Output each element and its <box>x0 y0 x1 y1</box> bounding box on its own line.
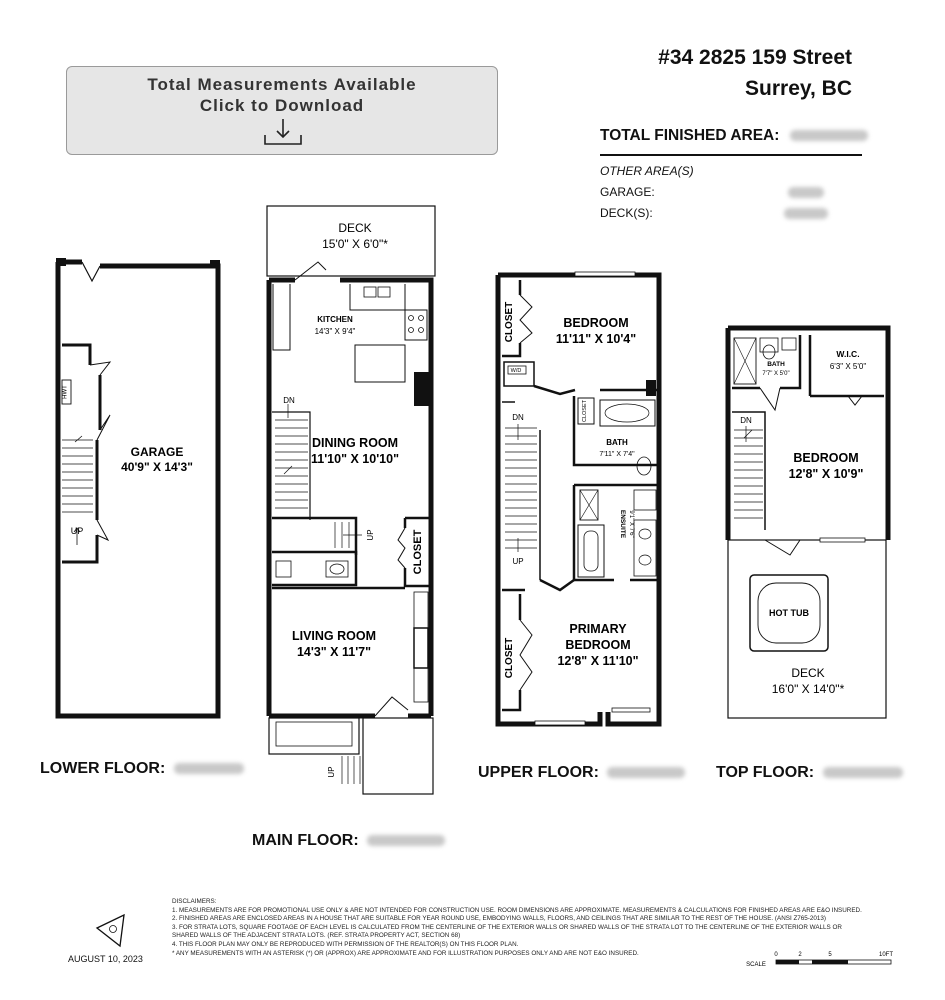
top-floor-plan <box>728 328 888 718</box>
lower-floor-row <box>40 760 244 778</box>
download-title: Total Measurements Available <box>147 75 417 94</box>
disclaimer-2: 2. FINISHED AREAS ARE ENCLOSED AREAS IN A HOUSE THAT ARE SUITABLE FOR YEAR ROUND USE, EMBODYING WALLS, FLOORS, AND CEILINGS THAT ARE SIMILAR TO THE REST OF THE HOUSE. (ANSI Z765-2013) <box>172 915 826 923</box>
wic-dim: 6'3" X 5'0" <box>829 362 867 371</box>
blurred-main-value <box>367 835 445 846</box>
deck-area-label: DECK(S): <box>600 206 653 220</box>
main-floor-plan <box>267 206 435 794</box>
scale-label: SCALE <box>746 962 766 968</box>
garage-room-dim: 40'9" X 14'3" <box>121 460 193 474</box>
main-up-label: UP <box>366 529 375 541</box>
kitchen-dim: 14'3" X 9'4" <box>314 327 356 336</box>
top-floor-label: TOP FLOOR: <box>716 764 815 781</box>
main-deck-dim: 15'0" X 6'0"* <box>322 237 388 251</box>
scale-tick-10: 10FT <box>878 952 894 958</box>
garage-room-name: GARAGE <box>130 445 184 459</box>
top-bedroom-dim: 12'8" X 10'9" <box>788 467 864 481</box>
top-bedroom-name: BEDROOM <box>793 451 859 465</box>
disclaimer-3: 3. FOR STRATA LOTS, SQUARE FOOTAGE OF EACH LEVEL IS CALCULATED FROM THE CENTERLINE OF THE EXTERIOR WALLS OR SHARED WALLS OF THE STRATA LOT TO THE CENTERLINE OF THE EXTERIOR WALLS OR <box>172 923 842 931</box>
blurred-upper-value <box>607 767 685 778</box>
upper-closet-top: CLOSET <box>504 301 515 343</box>
hot-tub-label: HOT TUB <box>769 608 809 618</box>
top-bath-dim: 7'7" X 5'0" <box>762 371 790 377</box>
upper-floor-label: UPPER FLOOR: <box>478 764 599 781</box>
total-finished-area-label: TOTAL FINISHED AREA: <box>600 127 780 144</box>
disclaimer-1: 1. MEASUREMENTS ARE FOR PROMOTIONAL USE ONLY & ARE NOT INTENDED FOR CONSTRUCTION USE. ROOM DIMENSIONS ARE APPROXIMATE. MEASUREMENTS & CALCULATIONS FOR FINISHED AREAS ARE E&O INSURED. <box>172 906 862 914</box>
dining-room-name: DINING ROOM <box>311 436 399 450</box>
disclaimers <box>172 898 892 958</box>
top-deck-dim: 16'0" X 14'0"* <box>771 682 845 696</box>
scale-tick-0: 0 <box>774 952 778 958</box>
wd-label: W/D <box>510 368 522 374</box>
upper-bedroom-name: BEDROOM <box>563 316 629 330</box>
lower-up-label: UP <box>70 526 84 536</box>
main-closet-label: CLOSET <box>412 529 424 575</box>
dining-room-dim: 11'10" X 10'10" <box>310 452 400 466</box>
disclaimer-5: * ANY MEASUREMENTS WITH AN ASTERISK (*) OR (APPROX) ARE APPROXIMATE AND FOR ILLUSTRATION PURPOSES ONLY AND ARE NOT E&O INSURED. <box>172 949 639 957</box>
lower-floor-plan <box>56 258 220 716</box>
living-room-name: LIVING ROOM <box>291 629 377 643</box>
main-floor-row <box>252 832 445 850</box>
top-stairs <box>734 426 763 518</box>
scale-tick-5: 5 <box>828 952 832 958</box>
top-bath-name: BATH <box>767 361 785 368</box>
top-deck-name: DECK <box>791 666 825 680</box>
primary-bedroom-dim: 12'8" X 11'10" <box>557 654 639 668</box>
plan-date: AUGUST 10, 2023 <box>68 954 143 964</box>
north-arrow-icon <box>97 915 124 946</box>
garage-area-label: GARAGE: <box>600 185 655 199</box>
disclaimer-4: 4. THIS FLOOR PLAN MAY ONLY BE REPRODUCED WITH PERMISSION OF THE REALTOR(S) ON THIS FLOOR PLAN. <box>172 940 519 948</box>
blurred-lower-value <box>174 763 244 774</box>
top-dn-label: DN <box>740 416 752 425</box>
disclaimer-3b: SHARED WALLS OF THE ADJACENT STRATA LOTS. (REF. STRATA PROPERTY ACT, SECTION 68) <box>172 932 461 940</box>
wic-name: W.I.C. <box>836 349 860 359</box>
living-room-dim: 14'3" X 11'7" <box>296 645 372 659</box>
upper-bath-name: BATH <box>606 438 628 447</box>
other-areas-label: OTHER AREA(S) <box>600 164 694 178</box>
main-stairs <box>275 404 308 508</box>
primary-bedroom-name-1: PRIMARY <box>569 622 627 636</box>
upper-stairs <box>505 424 537 552</box>
main-dn-label: DN <box>283 396 295 405</box>
upper-bath-dim: 7'11" X 7'4" <box>599 451 635 458</box>
address-city: Surrey, BC <box>745 77 852 100</box>
top-floor-row <box>716 764 903 782</box>
upper-dn-label: DN <box>512 413 524 422</box>
ensuite-dim: 9'1" X 7'6" <box>628 510 634 538</box>
main-up-label-2: UP <box>327 766 336 778</box>
ensuite-name: ENSUITE <box>619 509 626 539</box>
upper-bath-closet: CLOSET <box>582 399 588 423</box>
scale-tick-2: 2 <box>798 952 802 958</box>
download-subtitle: Click to Download <box>199 96 365 115</box>
lower-floor-label: LOWER FLOOR: <box>40 760 166 777</box>
hwt-label: HWT <box>62 385 69 399</box>
kitchen-name: KITCHEN <box>317 315 353 324</box>
upper-closet-bottom: CLOSET <box>504 637 515 679</box>
blurred-top-value <box>823 767 903 778</box>
upper-floor-plan <box>498 272 659 725</box>
main-deck-name: DECK <box>338 221 372 235</box>
primary-bedroom-name-2: BEDROOM <box>565 638 631 652</box>
disclaimer-title: DISCLAIMERS: <box>172 898 217 905</box>
main-floor-label: MAIN FLOOR: <box>252 832 359 849</box>
upper-bedroom-dim: 11'11" X 10'4" <box>555 332 637 346</box>
address-street: #34 2825 159 Street <box>658 46 852 69</box>
upper-up-label: UP <box>512 557 524 566</box>
upper-floor-row <box>478 764 685 782</box>
